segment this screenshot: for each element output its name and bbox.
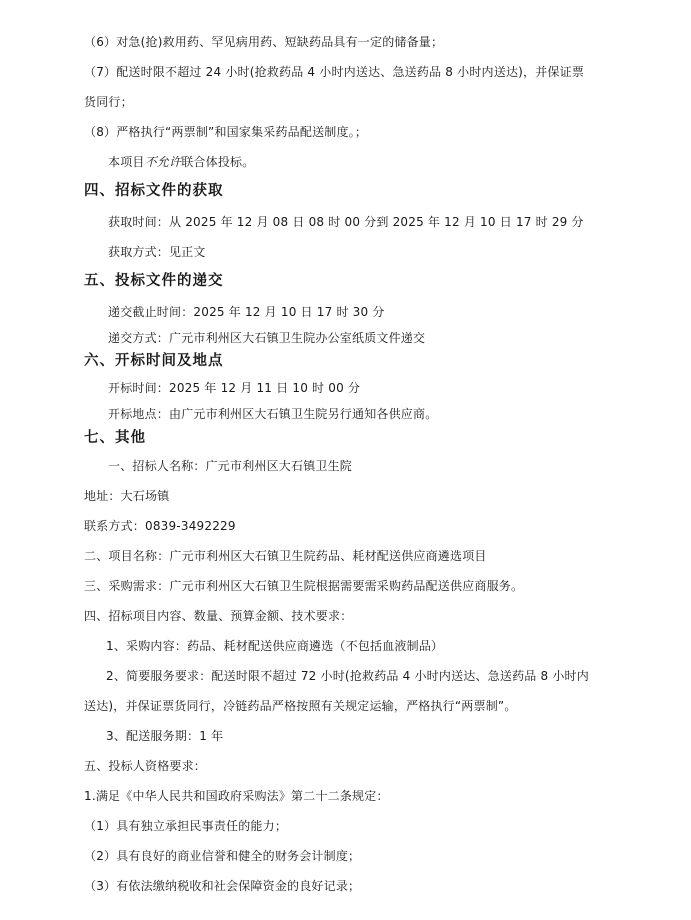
qualification-1-3: （3）有依法缴纳税收和社会保障资金的良好记录；: [84, 879, 361, 893]
bidder-qualification-heading: 五、投标人资格要求：: [84, 759, 207, 773]
consortium-note-post: 联合体投标。: [181, 155, 255, 169]
consortium-note: [108, 154, 254, 170]
contact: 联系方式：0839-3492229: [84, 519, 236, 533]
requirement-6: （6）对急(抢)救用药、罕见病用药、短缺药品具有一定的储备量；: [84, 35, 444, 49]
requirement-7-cont: 货同行；: [84, 95, 133, 109]
opening-location: 开标地点：由广元市利州区大石镇卫生院另行通知各供应商。: [108, 407, 438, 421]
project-name: 二、项目名称：广元市利州区大石镇卫生院药品、耗材配送供应商遴选项目: [84, 549, 487, 563]
qualification-1-1: （1）具有独立承担民事责任的能力；: [84, 819, 288, 833]
section-heading-6: 六、开标时间及地点: [84, 353, 224, 369]
consortium-note-emphasis: 不允许: [144, 155, 182, 169]
project-content-heading: 四、招标项目内容、数量、预算金额、技术要求：: [84, 609, 353, 623]
submission-method: 递交方式：广元市利州区大石镇卫生院办公室纸质文件递交: [108, 331, 426, 345]
content-item-3: 3、配送服务期：1 年: [106, 729, 224, 743]
submission-deadline: 递交截止时间：2025 年 12 月 10 日 17 时 30 分: [108, 305, 385, 319]
section-heading-4: 四、招标文件的获取: [84, 183, 224, 199]
consortium-note-pre: 本项目: [108, 155, 145, 169]
qualification-1: 1.满足《中华人民共和国政府采购法》第二十二条规定：: [84, 789, 389, 803]
obtain-method: 获取方式：见正文: [108, 245, 206, 259]
tenderer-name: 一、招标人名称：广元市利州区大石镇卫生院: [108, 459, 353, 473]
section-heading-7: 七、其他: [84, 430, 146, 446]
procurement-demand: 三、采购需求：广元市利州区大石镇卫生院根据需要需采购药品配送供应商服务。: [84, 579, 524, 593]
content-item-2: 2、简要服务要求：配送时限不超过 72 小时(抢救药品 4 小时内送达、急送药品 8 小时内: [106, 669, 589, 683]
opening-time: 开标时间：2025 年 12 月 11 日 10 时 00 分: [108, 381, 361, 395]
requirement-7: （7）配送时限不超过 24 小时(抢救药品 4 小时内送达、急送药品 8 小时内送达)，并保证票: [84, 65, 585, 79]
section-heading-5: 五、投标文件的递交: [84, 273, 224, 289]
obtain-time: 获取时间：从 2025 年 12 月 08 日 08 时 00 分到 2025 年 12 月 10 日 17 时 29 分: [108, 215, 584, 229]
requirement-8: （8）严格执行“两票制”和国家集采药品配送制度。；: [84, 125, 368, 139]
qualification-1-2: （2）具有良好的商业信誉和健全的财务会计制度；: [84, 849, 361, 863]
content-item-2-cont: 送达)，并保证票货同行，冷链药品严格按照有关规定运输，严格执行“两票制”。: [84, 699, 517, 713]
address: 地址：大石场镇: [84, 489, 170, 503]
content-item-1: 1、采购内容：药品、耗材配送供应商遴选（不包括血液制品）: [106, 639, 444, 653]
